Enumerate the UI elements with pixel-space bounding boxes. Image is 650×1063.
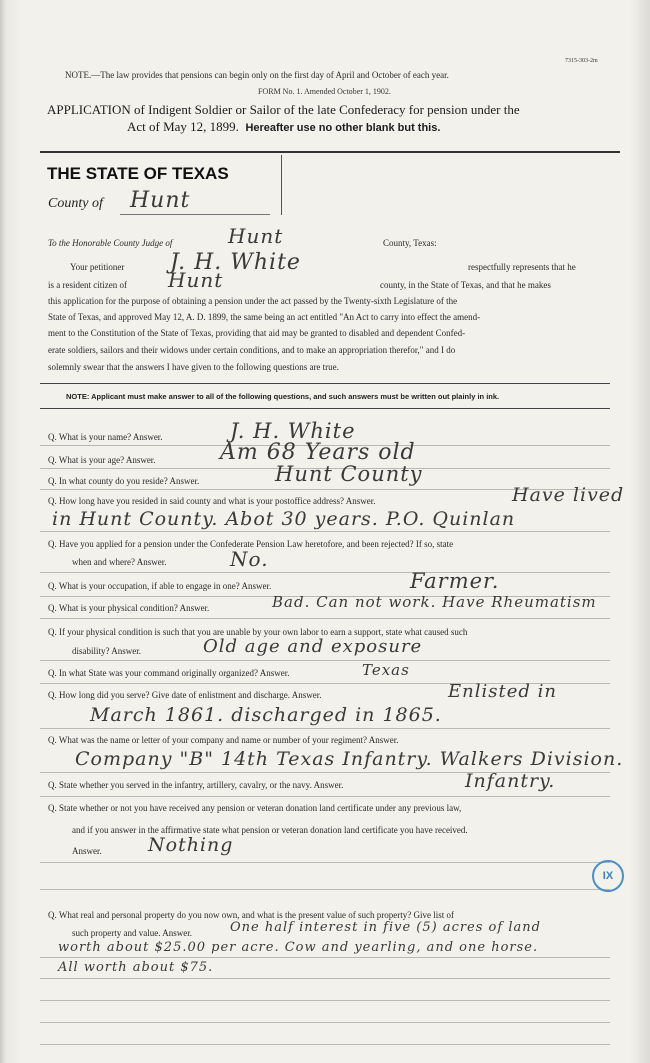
answer-applied: No. [230,547,269,571]
answer-residence-b: in Hunt County. Abot 30 years. P.O. Quinlan [52,508,516,530]
resident-label: is a resident citizen of [48,280,127,290]
answer-property-a: One half interest in five (5) acres of land [230,920,541,935]
instruction-note: NOTE: Applicant must make answer to all of the following questions, and such answers must be written out plainly in ink. [66,392,500,401]
corner-code: 7315-303-2m [565,58,598,64]
rule-7 [40,618,610,619]
county-label: County of [48,196,103,211]
question-service: Q. How long did you serve? Give date of enlistment and discharge. Answer. [48,690,322,700]
rule-10 [40,728,610,729]
question-pension-answer-label: Answer. [72,846,102,856]
county-underline [120,214,270,215]
question-branch: Q. State whether you served in the infantry, artillery, cavalry, or the navy. Answer. [48,780,344,790]
question-property: Q. What real and personal property do you now own, and what is the present value of such property? Give list of [48,910,454,920]
petitioner-label: Your petitioner [70,262,125,272]
answer-occupation: Farmer. [410,569,500,593]
preamble-line6: ment to the Constitution of the State of Texas, providing that aid may be granted to disabled and dependent Confed- [48,328,466,338]
question-state: Q. In what State was your command originally organized? Answer. [48,668,290,678]
rule-5 [40,572,610,573]
rule-17 [40,1000,610,1001]
rule-13 [40,862,610,863]
question-applied: Q. Have you applied for a pension under the Confederate Pension Law heretofore, and been rejected? If so, state [48,539,454,549]
answer-age: Am 68 Years old [220,440,416,465]
preamble-line7: erate soldiers, sailors and their widows under certain conditions, and to make an appropriation therefor," and I do [48,345,456,355]
question-disability-b: disability? Answer. [72,646,141,656]
header-rule [40,151,620,153]
form-title-line2: Act of May 12, 1899. Hereafter use no other blank but this. [127,119,441,134]
question-disability: Q. If your physical condition is such that you are unable by your own labor to earn a support, state what caused such [48,627,468,637]
question-age: Q. What is your age? Answer. [48,455,156,465]
answer-service-b: March 1861. discharged in 1865. [90,704,442,726]
answer-property-c: All worth about $75. [58,960,214,975]
answer-service-a: Enlisted in [448,681,557,702]
question-pension-b: and if you answer in the affirmative state what pension or veteran donation land certificate you have received. [72,825,468,835]
preamble-line4: this application for the purpose of obtaining a pension under the act passed by the Twenty-sixth Legislature of the [48,296,458,306]
answer-company: Company "B" 14th Texas Infantry. Walkers Division. [75,748,624,770]
note-top-rule [40,383,610,384]
county-texas: County, Texas: [383,238,437,248]
question-pension: Q. State whether or not you have received any pension or veteran donation land certificate under any previous law, [48,803,462,813]
judge-county: Hunt [228,224,284,248]
question-county: Q. In what county do you reside? Answer. [48,476,200,486]
judge-label: To the Honorable County Judge of [48,238,173,248]
question-property-b: such property and value. Answer. [72,928,192,938]
answer-physical: Bad. Can not work. Have Rheumatism [272,593,597,611]
question-residence: Q. How long have you resided in said county and what is your postoffice address? Answer. [48,496,376,506]
answer-branch: Infantry. [465,770,556,792]
rule-18 [40,1022,610,1023]
rule-15 [40,957,610,958]
rule-19 [40,1044,610,1045]
blue-stamp: IX [592,860,624,892]
preamble-line8: solemnly swear that the answers I have given to the following questions are true. [48,362,339,372]
answer-residence-a: Have lived [512,484,625,506]
answer-state: Texas [362,661,410,679]
question-applied-b: when and where? Answer. [72,557,167,567]
petitioner-name: J. H. White [170,250,301,275]
question-physical: Q. What is your physical condition? Answer. [48,603,210,613]
question-name: Q. What is your name? Answer. [48,432,163,442]
question-occupation: Q. What is your occupation, if able to engage in one? Answer. [48,581,272,591]
rule-14 [40,889,610,890]
county-handwritten: Hunt [130,188,191,213]
answer-name: J. H. White [230,419,356,443]
resident-county: Hunt [168,268,224,292]
state-box-divider [281,155,282,215]
preamble-line3: county, in the State of Texas, and that he makes [380,280,551,290]
form-title-line1: APPLICATION of Indigent Soldier or Sailor of the late Confederacy for pension under the [47,102,520,117]
law-note: NOTE.—The law provides that pensions can begin only on the first day of April and October of each year. [65,70,449,80]
answer-county: Hunt County [275,462,423,486]
note-bottom-rule [40,408,610,409]
form-number: FORM No. 1. Amended October 1, 1902. [258,87,391,96]
rule-16 [40,978,610,979]
answer-property-b: worth about $25.00 per acre. Cow and yearling, and one horse. [58,940,539,955]
answer-disability: Old age and exposure [203,636,423,657]
respectfully-text: respectfully represents that he [468,262,576,272]
rule-8 [40,660,610,661]
state-heading: THE STATE OF TEXAS [47,164,229,183]
answer-pension: Nothing [148,834,234,856]
rule-12 [40,796,610,797]
question-company: Q. What was the name or letter of your company and name or number of your regiment? Answer. [48,735,399,745]
rule-4 [40,531,610,532]
preamble-line5: State of Texas, and approved May 12, A. D. 1899, the same being an act entitled "An Act to carry into effect the amend- [48,312,481,322]
